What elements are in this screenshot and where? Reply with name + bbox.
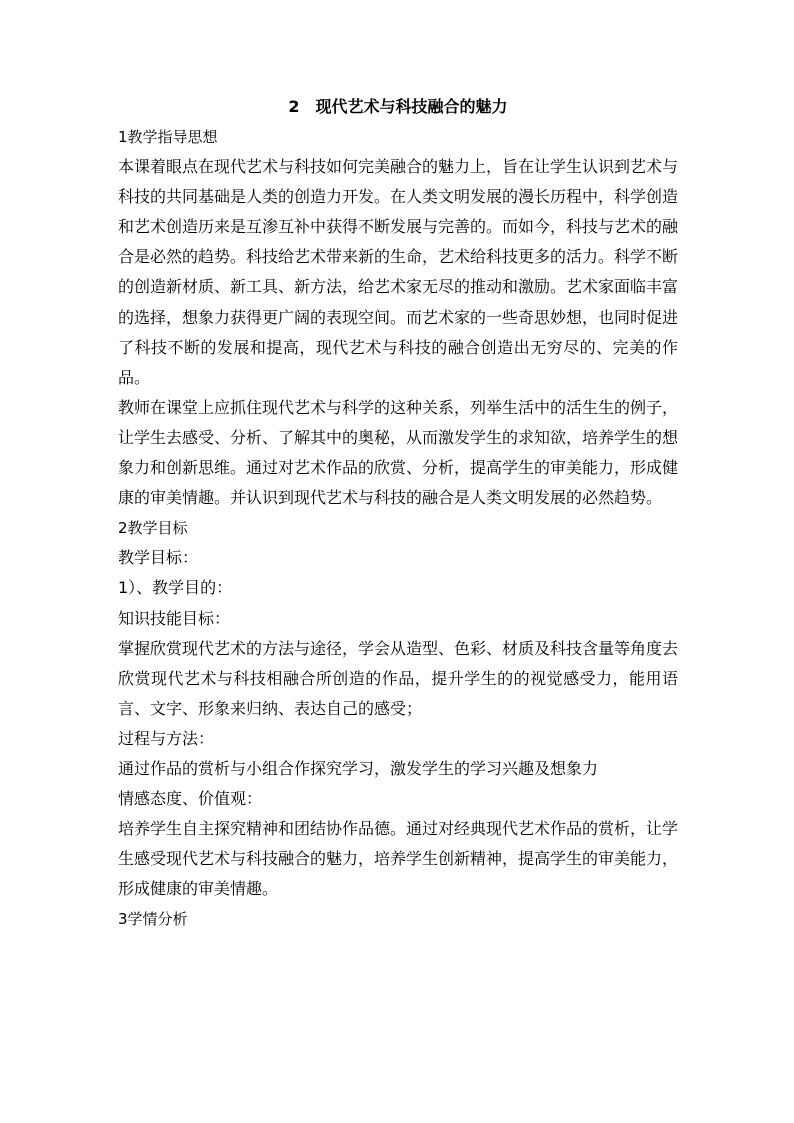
label-emotion-values: 情感态度、价值观： xyxy=(118,789,263,809)
paragraph-process-methods: 通过作品的赏析与小组合作探究学习，激发学生的学习兴趣及想象力 xyxy=(118,758,599,778)
section-heading-teaching-objectives: 2教学目标 xyxy=(118,519,188,538)
paragraph-emotion-values: 培养学生自主探究精神和团结协作品德。通过对经典现代艺术作品的赏析，让学生感受现代艺术与科技融合的魅力，培养学生创新精神，提高学生的审美能力，形成健康的审美情趣。 xyxy=(118,819,679,899)
paragraph-guiding-ideology-1: 本课着眼点在现代艺术与科技如何完美融合的魅力上，旨在让学生认识到艺术与科技的共同基础是人类的创造力开发。在人类文明发展的漫长历程中，科学创造和艺术创造历来是互渗互补中获得不断发展与完善的。而如今，科技与艺术的融合是必然的趋势。科技给艺术带来新的生命，艺术给科技更多的活力。科学不断的创造新材质、新工具、新方法，给艺术家无尽的推动和激励。艺术家面临丰富的选择，想象力获得更广阔的表现空间。而艺术家的一些奇思妙想，也同时促进了科技不断的发展和提高，现代艺术与科技的融合创造出无穷尽的、完美的作品。 xyxy=(118,157,679,387)
document-title: 2 现代艺术与科技融合的魅力 xyxy=(288,97,508,116)
section-heading-learner-analysis: 3学情分析 xyxy=(118,910,188,929)
label-teaching-purpose: 1）、教学目的： xyxy=(118,578,233,598)
paragraph-guiding-ideology-2: 教师在课堂上应抓住现代艺术与科学的这种关系，列举生活中的活生生的例子，让学生去感受、分析、了解其中的奥秘，从而激发学生的求知欲，培养学生的想象力和创新思维。通过对艺术作品的欣赏、分析，提高学生的审美能力，形成健康的审美情趣。并认识到现代艺术与科技的融合是人类文明发展的必然趋势。 xyxy=(118,397,679,508)
label-knowledge-skills: 知识技能目标： xyxy=(118,608,231,628)
document-page xyxy=(118,92,678,935)
label-teaching-objectives: 教学目标： xyxy=(118,548,199,568)
paragraph-knowledge-skills: 掌握欣赏现代艺术的方法与途径，学会从造型、色彩、材质及科技含量等角度去欣赏现代艺术与科技相融合所创造的作品，提升学生的的视觉感受力，能用语言、文字、形象来归纳、表达自己的感受； xyxy=(118,638,679,718)
label-process-methods: 过程与方法： xyxy=(118,728,215,748)
section-heading-guiding-ideology: 1教学指导思想 xyxy=(118,128,218,146)
